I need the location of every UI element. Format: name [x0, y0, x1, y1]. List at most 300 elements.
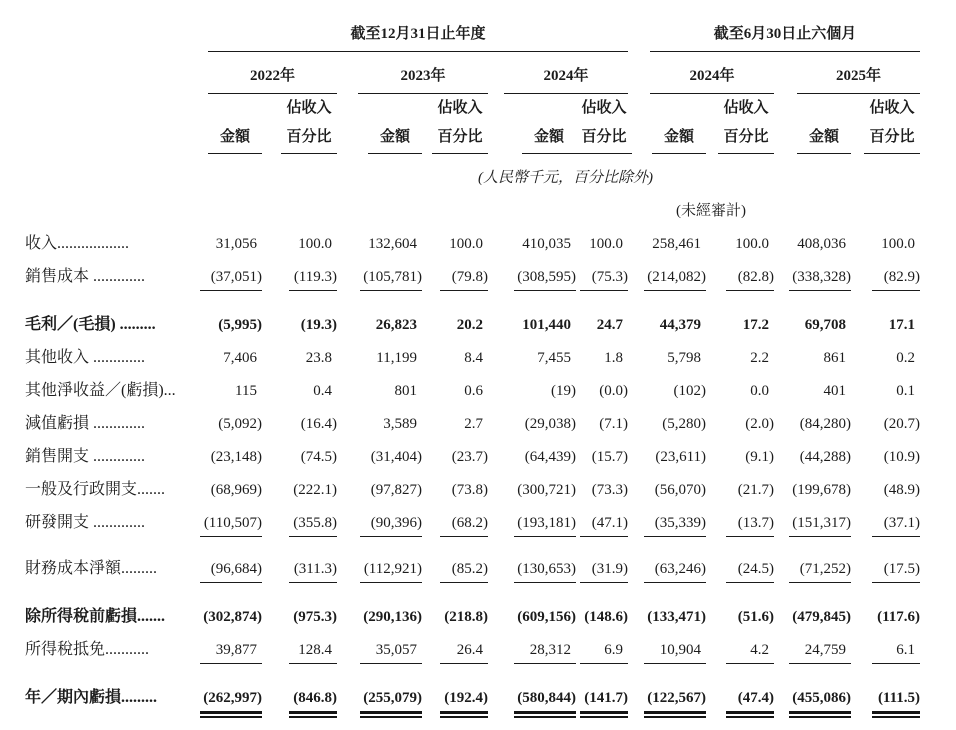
pct-cell-2024 — [576, 368, 628, 401]
amount-header: 金額 — [774, 120, 851, 154]
row-label: 研發開支 ............. — [25, 514, 146, 531]
cell-value: (580,844) — [514, 688, 576, 714]
pct-of-revenue-header: 佔收入 — [723, 100, 769, 116]
amount-cell-2023 — [337, 500, 422, 546]
amount-cell-2022 — [190, 434, 262, 467]
pct-cell-2022 — [262, 546, 337, 592]
row-label: 其他淨收益／(虧損)... — [25, 382, 176, 399]
cell-value: 401 — [823, 383, 847, 399]
cell-value: (19.3) — [300, 317, 337, 333]
cell-value: (105,781) — [360, 267, 422, 291]
pct-cell-2024 — [576, 500, 628, 546]
pct-cell-2023 — [422, 673, 488, 730]
amount-cell-2023 — [337, 254, 422, 300]
cell-value: (23,611) — [655, 449, 707, 465]
row-label: 其他收入 ............. — [25, 349, 146, 366]
pct-cell-2025 — [851, 546, 920, 592]
cell-value: (48.9) — [883, 482, 921, 498]
cell-value: (84,280) — [799, 416, 852, 432]
amount-cell-2024-interim — [628, 673, 706, 730]
cell-value: 5,798 — [667, 350, 702, 366]
cell-value: (308,595) — [514, 267, 576, 291]
amount-cell-2024 — [488, 300, 576, 335]
cell-value: 26.4 — [440, 640, 488, 664]
amount-cell-2025 — [774, 673, 851, 730]
cell-value: 4.2 — [726, 640, 774, 664]
cell-value: (51.6) — [737, 609, 775, 625]
pct-cell-2022 — [262, 401, 337, 434]
cell-value: (90,396) — [360, 513, 422, 537]
table-row — [0, 300, 956, 335]
amount-cell-2025 — [774, 546, 851, 592]
amount-cell-2025 — [774, 401, 851, 434]
pct-cell-2025 — [851, 300, 920, 335]
row-label: 銷售成本 ............. — [25, 268, 146, 285]
cell-value: 115 — [235, 383, 257, 399]
amount-cell-2024 — [488, 467, 576, 500]
cell-value: (133,471) — [647, 609, 707, 625]
amount-cell-2022 — [190, 368, 262, 401]
table-row — [0, 368, 956, 401]
amount-cell-2024 — [488, 335, 576, 368]
pct-cell-2024 — [576, 673, 628, 730]
amount-cell-2024 — [488, 221, 576, 254]
amount-cell-2023 — [337, 300, 422, 335]
table-row — [0, 500, 956, 546]
table-row — [0, 627, 956, 673]
amount-cell-2025 — [774, 592, 851, 627]
right-spacer — [920, 592, 956, 627]
year-header-2025 — [774, 52, 920, 94]
cell-value: 0.6 — [464, 383, 483, 399]
pct-cell-2025 — [851, 467, 920, 500]
amount-cell-2022 — [190, 592, 262, 627]
cell-value: (74.5) — [300, 449, 337, 465]
right-spacer — [920, 401, 956, 434]
cell-value: 20.2 — [456, 317, 483, 333]
pct-cell-2023 — [422, 368, 488, 401]
right-spacer — [920, 254, 956, 300]
cell-value: 100.0 — [449, 236, 483, 252]
row-label: 減值虧損 ............. — [25, 415, 146, 432]
cell-value: 101,440 — [522, 317, 571, 333]
amount-cell-2024-interim — [628, 300, 706, 335]
cell-value: (37.1) — [872, 513, 920, 537]
pct-cell-2023 — [422, 592, 488, 627]
cell-value: (75.3) — [580, 267, 628, 291]
amount-cell-2025 — [774, 368, 851, 401]
cell-value: (5,280) — [662, 416, 707, 432]
cell-value: (68.2) — [440, 513, 488, 537]
amount-cell-2025 — [774, 627, 851, 673]
year-label: 2024年 — [689, 68, 735, 84]
label-column-spacer — [0, 0, 190, 52]
amount-cell-2022 — [190, 546, 262, 592]
cell-value: 0.0 — [750, 383, 770, 399]
cell-value: 128.4 — [289, 640, 337, 664]
amount-cell-2024-interim — [628, 368, 706, 401]
year-header-2024 — [488, 52, 628, 94]
cell-value: 100.0 — [735, 236, 770, 252]
cell-value: (21.7) — [737, 482, 775, 498]
table-row — [0, 221, 956, 254]
pct-cell-2024-interim — [706, 335, 774, 368]
cell-value: (10.9) — [883, 449, 921, 465]
right-spacer — [920, 0, 956, 52]
amount-cell-2024 — [488, 401, 576, 434]
pct-cell-2024 — [576, 627, 628, 673]
pct-cell-2024-interim — [706, 546, 774, 592]
year-label: 2024年 — [543, 68, 589, 84]
pct-header: 百分比 — [851, 120, 920, 154]
cell-value: (24.5) — [726, 559, 774, 583]
right-spacer — [920, 500, 956, 546]
cell-value: (148.6) — [584, 609, 629, 625]
pct-cell-2023 — [422, 434, 488, 467]
amount-cell-2023 — [337, 401, 422, 434]
cell-value: (23.7) — [451, 449, 488, 465]
year-header-2022 — [190, 52, 337, 94]
pct-cell-2025 — [851, 500, 920, 546]
cell-value: (79.8) — [440, 267, 488, 291]
cell-value: (96,684) — [200, 559, 262, 583]
pct-cell-2024 — [576, 546, 628, 592]
pct-cell-2025 — [851, 627, 920, 673]
pct-cell-2025 — [851, 335, 920, 368]
row-label: 銷售開支 ............. — [25, 448, 146, 465]
cell-value: (119.3) — [289, 267, 337, 291]
right-spacer — [920, 467, 956, 500]
pct-header: 百分比 — [422, 120, 488, 154]
cell-value: 408,036 — [797, 236, 847, 252]
pct-cell-2022 — [262, 627, 337, 673]
label-column-spacer — [0, 52, 190, 94]
pct-cell-2022 — [262, 467, 337, 500]
amount-cell-2023 — [337, 673, 422, 730]
cell-value: 861 — [823, 350, 847, 366]
cell-value: 410,035 — [522, 236, 571, 252]
amount-cell-2022 — [190, 627, 262, 673]
row-label: 一般及行政開支....... — [25, 481, 166, 498]
pct-cell-2024-interim — [706, 221, 774, 254]
cell-value: 17.2 — [742, 317, 770, 333]
right-spacer — [920, 546, 956, 592]
cell-value: (112,921) — [360, 559, 422, 583]
cell-value: 28,312 — [514, 640, 576, 664]
cell-value: (9.1) — [745, 449, 775, 465]
year-label: 2022年 — [249, 68, 295, 84]
amount-cell-2023 — [337, 221, 422, 254]
cell-value: (29,038) — [524, 416, 576, 432]
pct-of-revenue-line1-row — [0, 94, 956, 120]
amount-cell-2024 — [488, 368, 576, 401]
pct-cell-2023 — [422, 401, 488, 434]
pct-cell-2024 — [576, 221, 628, 254]
pct-cell-2023 — [422, 335, 488, 368]
pct-cell-2025 — [851, 368, 920, 401]
pct-cell-2022 — [262, 300, 337, 335]
amount-header: 金額 — [190, 120, 262, 154]
cell-value: (338,328) — [789, 267, 851, 291]
amount-cell-2024 — [488, 500, 576, 546]
cell-value: (68,969) — [210, 482, 262, 498]
cell-value: (199,678) — [792, 482, 852, 498]
column-header-row — [0, 120, 956, 154]
right-spacer — [920, 673, 956, 730]
cell-value: (47.4) — [726, 688, 774, 714]
cell-value: (192.4) — [440, 688, 488, 714]
amount-header: 金額 — [628, 120, 706, 154]
cell-value: (214,082) — [644, 267, 706, 291]
amount-cell-2022 — [190, 467, 262, 500]
right-spacer — [920, 52, 956, 94]
row-label: 年／期內虧損......... — [25, 689, 158, 706]
pct-cell-2023 — [422, 627, 488, 673]
cell-value: (85.2) — [440, 559, 488, 583]
amount-cell-2022 — [190, 500, 262, 546]
cell-value: 6.1 — [872, 640, 920, 664]
cell-value: 258,461 — [652, 236, 702, 252]
cell-value: (47.1) — [580, 513, 628, 537]
pct-cell-2024 — [576, 254, 628, 300]
cell-value: (35,339) — [644, 513, 706, 537]
cell-value: 26,823 — [375, 317, 417, 333]
table-row — [0, 401, 956, 434]
year-label: 2025年 — [836, 68, 882, 84]
cell-value: (5,995) — [218, 317, 262, 333]
cell-value: (609,156) — [517, 609, 576, 625]
cell-value: 0.1 — [896, 383, 916, 399]
table-row — [0, 434, 956, 467]
pct-cell-2022 — [262, 434, 337, 467]
period-group-row — [0, 0, 956, 52]
pct-of-revenue-header: 佔收入 — [581, 100, 627, 116]
cell-value: 100.0 — [881, 236, 916, 252]
amount-cell-2024 — [488, 546, 576, 592]
pct-cell-2025 — [851, 592, 920, 627]
cell-value: 24.7 — [596, 317, 624, 333]
right-spacer — [920, 94, 956, 120]
cell-value: 801 — [394, 383, 417, 399]
interim-period-title: 截至6月30日止六個月 — [713, 26, 857, 42]
right-spacer — [920, 368, 956, 401]
row-label: 毛利／(毛損) ......... — [25, 316, 156, 333]
pct-of-revenue-header: 佔收入 — [286, 100, 332, 116]
amount-cell-2024-interim — [628, 500, 706, 546]
cell-value: 24,759 — [789, 640, 851, 664]
year-row — [0, 52, 956, 94]
cell-value: (71,252) — [789, 559, 851, 583]
amount-cell-2025 — [774, 335, 851, 368]
year-header-2024-interim — [628, 52, 774, 94]
amount-cell-2025 — [774, 434, 851, 467]
row-label: 財務成本淨額......... — [25, 560, 158, 577]
cell-value: (302,874) — [203, 609, 262, 625]
cell-value: 11,199 — [376, 350, 417, 366]
cell-value: 10,904 — [644, 640, 706, 664]
amount-cell-2024 — [488, 592, 576, 627]
right-spacer — [920, 335, 956, 368]
amount-cell-2024 — [488, 434, 576, 467]
cell-value: 17.1 — [888, 317, 916, 333]
table-row — [0, 254, 956, 300]
pct-cell-2022 — [262, 335, 337, 368]
cell-value: 100.0 — [298, 236, 332, 252]
label-column-spacer — [0, 94, 190, 120]
cell-value: (73.8) — [451, 482, 488, 498]
cell-value: 100.0 — [589, 236, 624, 252]
pct-header: 百分比 — [576, 120, 628, 154]
table-row — [0, 467, 956, 500]
cell-value: (300,721) — [517, 482, 576, 498]
amount-cell-2023 — [337, 434, 422, 467]
cell-value: (0.0) — [599, 383, 629, 399]
pct-cell-2025 — [851, 673, 920, 730]
amount-cell-2025 — [774, 467, 851, 500]
pct-cell-2024 — [576, 434, 628, 467]
pct-cell-2022 — [262, 500, 337, 546]
units-note-row — [0, 154, 956, 188]
label-column-spacer — [0, 120, 190, 154]
pct-cell-2022 — [262, 254, 337, 300]
amount-cell-2024-interim — [628, 335, 706, 368]
right-spacer — [920, 434, 956, 467]
cell-value: (218.8) — [444, 609, 488, 625]
pct-cell-2022 — [262, 673, 337, 730]
amount-cell-2024-interim — [628, 401, 706, 434]
cell-value: 6.9 — [580, 640, 628, 664]
cell-value: (97,827) — [370, 482, 422, 498]
amount-cell-2024-interim — [628, 592, 706, 627]
pct-cell-2024 — [576, 401, 628, 434]
pct-cell-2024-interim — [706, 467, 774, 500]
amount-cell-2024-interim — [628, 467, 706, 500]
cell-value: (110,507) — [200, 513, 262, 537]
pct-cell-2024-interim — [706, 401, 774, 434]
pct-cell-2023 — [422, 221, 488, 254]
amount-cell-2025 — [774, 500, 851, 546]
pct-cell-2023 — [422, 467, 488, 500]
table-row — [0, 673, 956, 730]
unaudited-note: (未經審計) — [676, 203, 746, 219]
cell-value: (2.0) — [745, 416, 775, 432]
amount-cell-2022 — [190, 221, 262, 254]
cell-value: (193,181) — [514, 513, 576, 537]
pct-cell-2024-interim — [706, 300, 774, 335]
amount-cell-2022 — [190, 300, 262, 335]
pct-cell-2024 — [576, 467, 628, 500]
interim-period-group-header — [628, 0, 920, 52]
pct-header: 百分比 — [262, 120, 337, 154]
cell-value: (222.1) — [293, 482, 337, 498]
cell-value: (7.1) — [599, 416, 629, 432]
cell-value: (5,092) — [218, 416, 262, 432]
cell-value: (19) — [551, 383, 576, 399]
cell-value: (37,051) — [200, 267, 262, 291]
annual-period-group-header — [190, 0, 628, 52]
amount-cell-2025 — [774, 254, 851, 300]
amount-cell-2022 — [190, 335, 262, 368]
amount-cell-2022 — [190, 673, 262, 730]
cell-value: (479,845) — [792, 609, 852, 625]
pct-cell-2024-interim — [706, 434, 774, 467]
table-row — [0, 592, 956, 627]
pct-cell-2022 — [262, 221, 337, 254]
right-spacer — [920, 300, 956, 335]
row-label: 所得稅抵免........... — [25, 641, 150, 658]
pct-cell-2024 — [576, 335, 628, 368]
pct-cell-2022 — [262, 592, 337, 627]
amount-cell-2024 — [488, 673, 576, 730]
pct-cell-2024-interim — [706, 627, 774, 673]
pct-cell-2025 — [851, 401, 920, 434]
cell-value: (73.3) — [591, 482, 629, 498]
cell-value: (290,136) — [363, 609, 422, 625]
amount-header: 金額 — [488, 120, 576, 154]
units-note: (人民幣千元，百分比除外) — [478, 169, 653, 186]
right-spacer — [920, 120, 956, 154]
cell-value: (122,567) — [644, 688, 706, 714]
cell-value: (846.8) — [289, 688, 337, 714]
table-row — [0, 335, 956, 368]
cell-value: (13.7) — [726, 513, 774, 537]
pct-cell-2025 — [851, 434, 920, 467]
table-row — [0, 546, 956, 592]
cell-value: (63,246) — [644, 559, 706, 583]
annual-period-title: 截至12月31日止年度 — [350, 26, 486, 42]
pct-cell-2024-interim — [706, 254, 774, 300]
cell-value: (82.9) — [872, 267, 920, 291]
pct-cell-2024 — [576, 592, 628, 627]
pct-cell-2022 — [262, 368, 337, 401]
pct-cell-2023 — [422, 254, 488, 300]
amount-cell-2025 — [774, 221, 851, 254]
cell-value: (44,288) — [799, 449, 852, 465]
cell-value: (31.9) — [580, 559, 628, 583]
pct-cell-2024-interim — [706, 673, 774, 730]
cell-value: 1.8 — [604, 350, 624, 366]
pct-cell-2023 — [422, 500, 488, 546]
row-label: 收入.................. — [25, 235, 130, 252]
cell-value: 35,057 — [360, 640, 422, 664]
pct-cell-2024-interim — [706, 500, 774, 546]
pct-cell-2024-interim — [706, 368, 774, 401]
cell-value: (23,148) — [210, 449, 262, 465]
amount-cell-2024 — [488, 627, 576, 673]
year-label: 2023年 — [400, 68, 446, 84]
cell-value: 2.7 — [464, 416, 483, 432]
pct-cell-2024 — [576, 300, 628, 335]
cell-value: (102) — [673, 383, 707, 399]
cell-value: (56,070) — [654, 482, 707, 498]
amount-cell-2025 — [774, 300, 851, 335]
amount-cell-2024 — [488, 254, 576, 300]
cell-value: 0.2 — [896, 350, 916, 366]
amount-cell-2024-interim — [628, 221, 706, 254]
cell-value: (130,653) — [514, 559, 576, 583]
amount-cell-2022 — [190, 401, 262, 434]
row-label: 除所得稅前虧損....... — [25, 608, 166, 625]
cell-value: (975.3) — [293, 609, 337, 625]
amount-cell-2022 — [190, 254, 262, 300]
cell-value: (151,317) — [789, 513, 851, 537]
pct-cell-2023 — [422, 546, 488, 592]
pct-cell-2024-interim — [706, 592, 774, 627]
cell-value: (31,404) — [370, 449, 422, 465]
amount-cell-2023 — [337, 368, 422, 401]
cell-value: (111.5) — [872, 688, 920, 714]
amount-cell-2023 — [337, 627, 422, 673]
